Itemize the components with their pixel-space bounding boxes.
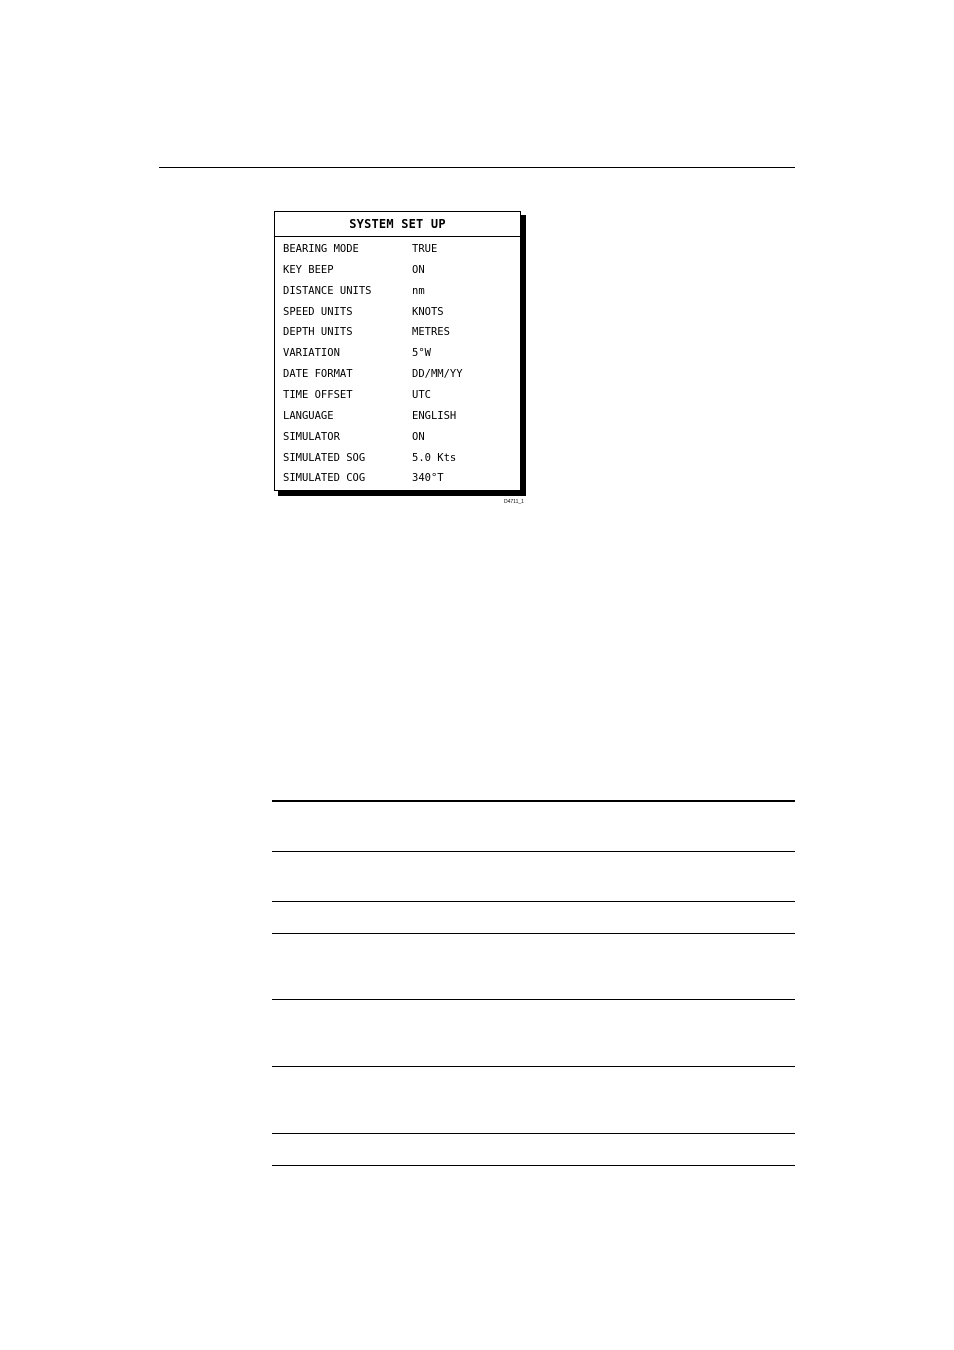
- table-row-rule: [272, 851, 795, 852]
- menu-row-key-beep[interactable]: [283, 260, 513, 280]
- menu-row-simulated-cog[interactable]: [283, 468, 513, 488]
- menu-row-label: TIME OFFSET: [283, 389, 353, 401]
- menu-row-value: METRES: [412, 326, 450, 338]
- menu-row-label: LANGUAGE: [283, 410, 334, 422]
- page-header-rule: [159, 167, 795, 168]
- menu-row-depth-units[interactable]: [283, 322, 513, 342]
- system-setup-menu: [274, 211, 521, 491]
- menu-row-distance-units[interactable]: [283, 281, 513, 301]
- menu-row-value: nm: [412, 285, 425, 297]
- figure-reference: D4711_1: [504, 499, 524, 505]
- table-row-rule: [272, 999, 795, 1000]
- menu-row-value: 5.0 Kts: [412, 452, 457, 464]
- table-row-rule: [272, 901, 795, 902]
- table-row-rule: [272, 1133, 795, 1134]
- menu-row-value: KNOTS: [412, 306, 444, 318]
- menu-row-label: DEPTH UNITS: [283, 326, 353, 338]
- menu-row-label: SIMULATED COG: [283, 472, 366, 484]
- menu-row-label: SIMULATOR: [283, 431, 340, 443]
- menu-row-label: VARIATION: [283, 347, 340, 359]
- menu-row-bearing-mode[interactable]: [283, 239, 513, 259]
- menu-row-value: 340°T: [412, 472, 444, 484]
- table-bottom-rule: [272, 1165, 795, 1166]
- table-top-rule: [272, 800, 795, 802]
- menu-row-value: UTC: [412, 389, 431, 401]
- menu-row-time-offset[interactable]: [283, 385, 513, 405]
- menu-row-value: DD/MM/YY: [412, 368, 463, 380]
- menu-row-value: 5°W: [412, 347, 431, 359]
- menu-row-value: ON: [412, 431, 425, 443]
- menu-row-simulated-sog[interactable]: [283, 448, 513, 468]
- menu-row-speed-units[interactable]: [283, 302, 513, 322]
- menu-row-label: BEARING MODE: [283, 243, 359, 255]
- menu-row-label: SPEED UNITS: [283, 306, 353, 318]
- menu-row-simulator[interactable]: [283, 427, 513, 447]
- menu-row-value: TRUE: [412, 243, 438, 255]
- table-row-rule: [272, 1066, 795, 1067]
- menu-row-label: SIMULATED SOG: [283, 452, 366, 464]
- menu-row-variation[interactable]: [283, 343, 513, 363]
- table-row-rule: [272, 933, 795, 934]
- menu-row-value: ENGLISH: [412, 410, 457, 422]
- menu-row-date-format[interactable]: [283, 364, 513, 384]
- menu-row-language[interactable]: [283, 406, 513, 426]
- menu-row-label: DISTANCE UNITS: [283, 285, 372, 297]
- menu-title: SYSTEM SET UP: [275, 212, 520, 237]
- menu-row-value: ON: [412, 264, 425, 276]
- menu-row-label: DATE FORMAT: [283, 368, 353, 380]
- menu-row-label: KEY BEEP: [283, 264, 334, 276]
